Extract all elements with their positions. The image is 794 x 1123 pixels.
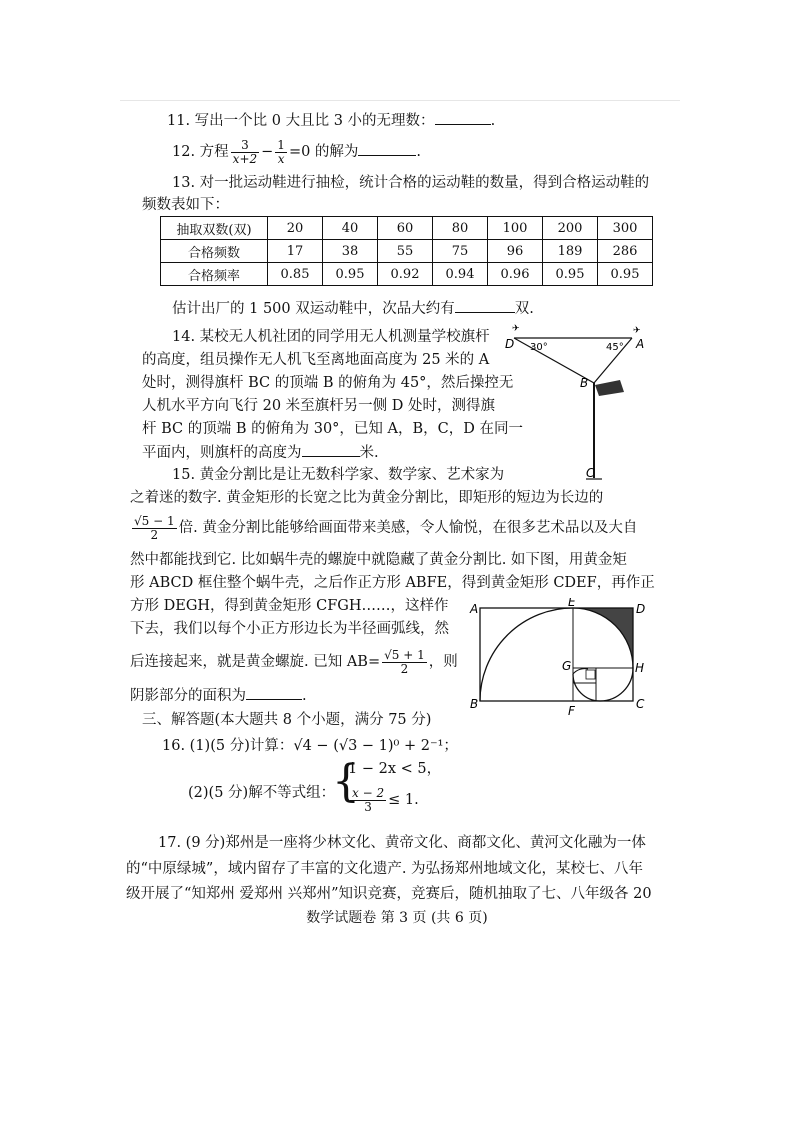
table-row xyxy=(161,217,653,240)
system-brace: { xyxy=(332,756,360,807)
question-15-line: 方形 DEGH，得到黄金矩形 CFGH……，这样作 xyxy=(130,598,449,614)
table-cell: 0.96 xyxy=(488,263,543,286)
question-12: 12. 方程 $\frac{3}{x+2}$ − $\frac{1}{x}$ =0 的解为 . xyxy=(172,137,422,166)
question-15-shade-line: 阴影部分的面积为 . xyxy=(130,685,307,706)
table-cell: 60 xyxy=(378,217,433,240)
table-cell: 80 xyxy=(433,217,488,240)
answer-blank-12 xyxy=(358,141,416,156)
question-14-line: 的高度，组员操作无人机飞至离地面高度为 25 米的 A xyxy=(142,352,490,368)
spiral-arc xyxy=(600,668,633,701)
point-label-a: A xyxy=(470,602,479,616)
table-cell: 20 xyxy=(268,217,323,240)
question-17-line: 17. (9 分)郑州是一座将少林文化、黄帝文化、商都文化、黄河文化融为一体 xyxy=(158,835,646,851)
table-cell: 100 xyxy=(488,217,543,240)
table-cell: 0.95 xyxy=(323,263,378,286)
question-16-part-1: 16. (1)(5 分)计算：√4 − (√3 − 1)⁰ + 2⁻¹； xyxy=(162,738,458,754)
answer-blank-11 xyxy=(435,110,491,125)
fraction-3-over-x-plus-2: $\frac{3}{x+2}$ xyxy=(232,137,258,166)
question-17-line: 的“中原绿城”，域内留存了丰富的文化遗产. 为弘扬郑州地域文化，某校七、八年 xyxy=(126,861,644,877)
table-cell: 38 xyxy=(323,240,378,263)
table-cell: 0.95 xyxy=(543,263,598,286)
table-cell: 0.95 xyxy=(598,263,653,286)
table-cell: 189 xyxy=(543,240,598,263)
table-cell: 286 xyxy=(598,240,653,263)
point-label-d: D xyxy=(505,337,515,351)
table-cell: 300 xyxy=(598,217,653,240)
point-label-c: C xyxy=(586,466,595,480)
row-header: 合格频数 xyxy=(161,240,268,263)
point-label-d: D xyxy=(636,602,646,616)
golden-ratio-fraction: $\frac{√5 - 1}{2}$ xyxy=(134,513,175,542)
question-14-line: 人机水平方向飞行 20 米至旗杆另一侧 D 处时，测得旗 xyxy=(142,398,496,414)
question-11: 11. 写出一个比 0 大且比 3 小的无理数： . xyxy=(167,110,495,131)
answer-blank-15 xyxy=(246,685,302,700)
question-15-line: 15. 黄金分割比是让无数科学家、数学家、艺术家为 xyxy=(172,467,505,483)
shaded-region xyxy=(573,608,633,668)
question-13-estimate: 估计出厂的 1 500 双运动鞋中，次品大约有 双. xyxy=(172,298,534,319)
frequency-table xyxy=(160,216,653,286)
table-cell: 0.94 xyxy=(433,263,488,286)
inequality-fraction: $\frac{x - 2}{3}$ xyxy=(352,785,385,814)
inequality-1: 1 − 2x < 5， xyxy=(348,761,442,777)
point-label-c: C xyxy=(636,697,645,711)
golden-spiral-figure xyxy=(468,598,648,720)
row-header: 合格频率 xyxy=(161,263,268,286)
row-header: 抽取双数(双) xyxy=(161,217,268,240)
point-label-f: F xyxy=(568,704,575,718)
table-cell: 96 xyxy=(488,240,543,263)
question-15-line: 下去，我们以每个小正方形边长为半径画弧线，然 xyxy=(130,621,449,637)
question-15-line: 然中都能找到它. 比如蜗牛壳的螺旋中就隐藏了黄金分割比. 如下图，用黄金矩 xyxy=(130,552,627,568)
point-label-b: B xyxy=(470,697,479,711)
point-label-b: B xyxy=(580,376,589,390)
point-label-h: H xyxy=(635,661,645,675)
point-label-e: E xyxy=(568,598,576,609)
flag xyxy=(595,380,624,396)
table-cell: 0.85 xyxy=(268,263,323,286)
rectangle-abcd xyxy=(480,608,633,701)
question-15-line-3: $\frac{√5 - 1}{2}$ 倍. 黄金分割比能够给画面带来美感，令人愉悦，在很多艺术品以及大自 xyxy=(134,513,638,542)
question-13-line-2: 频数表如下： xyxy=(142,197,229,213)
question-15-line: 形 ABCD 框住整个蜗牛壳，之后作正方形 ABFE，得到黄金矩形 CDEF，再作正 xyxy=(130,575,655,591)
flagpole-figure xyxy=(500,322,650,484)
angle-label-45: 45° xyxy=(606,342,624,353)
inner-square-small xyxy=(586,670,595,679)
inequality-2: $\frac{x - 2}{3}$ ≤ 1. xyxy=(352,785,419,814)
table-row xyxy=(161,240,653,263)
question-16-part-2-prefix: (2)(5 分)解不等式组： xyxy=(188,785,336,801)
drone-icon-d: ✈ xyxy=(512,324,520,334)
drone-icon-a: ✈ xyxy=(633,326,641,336)
question-14-line: 14. 某校无人机社团的同学用无人机测量学校旗杆 xyxy=(172,329,490,345)
page-footer: 数学试题卷 第 3 页 (共 6 页) xyxy=(306,910,488,926)
question-14-line: 杆 BC 的顶端 B 的俯角为 30°，已知 A，B，C，D 在同一 xyxy=(142,421,523,437)
question-14-last-line: 平面内，则旗杆的高度为 米. xyxy=(142,442,379,463)
question-14-line: 处时，测得旗杆 BC 的顶端 B 的俯角为 45°，然后操控无 xyxy=(142,375,514,391)
question-15-line: 之着迷的数字. 黄金矩形的长宽之比为黄金分割比，即矩形的短边为长边的 xyxy=(130,490,604,506)
question-13-line-1: 13. 对一批运动鞋进行抽检，统计合格的运动鞋的数量，得到合格运动鞋的 xyxy=(172,175,650,191)
question-15-ab-line: 后连接起来，就是黄金螺旋. 已知 AB= $\frac{√5 + 1}{2}$ ，则 xyxy=(130,647,458,676)
fraction-1-over-x: $\frac{1}{x}$ xyxy=(277,137,285,166)
answer-blank-13 xyxy=(455,298,515,313)
ab-fraction: $\frac{√5 + 1}{2}$ xyxy=(384,647,425,676)
table-cell: 55 xyxy=(378,240,433,263)
spiral-arc xyxy=(480,608,573,701)
point-label-a: A xyxy=(636,337,645,351)
answer-blank-14 xyxy=(302,442,360,457)
table-row xyxy=(161,263,653,286)
section-heading: 三、解答题(本大题共 8 个小题，满分 75 分) xyxy=(142,712,432,728)
top-rule xyxy=(120,100,680,101)
table-cell: 0.92 xyxy=(378,263,433,286)
table-cell: 75 xyxy=(433,240,488,263)
table-cell: 40 xyxy=(323,217,378,240)
table-cell: 200 xyxy=(543,217,598,240)
point-label-g: G xyxy=(562,659,572,673)
angle-label-30: 30° xyxy=(530,342,548,353)
table-cell: 17 xyxy=(268,240,323,263)
question-17-line: 级开展了“知郑州 爱郑州 兴郑州”知识竞赛，竞赛后，随机抽取了七、八年级各 20 xyxy=(126,886,652,902)
